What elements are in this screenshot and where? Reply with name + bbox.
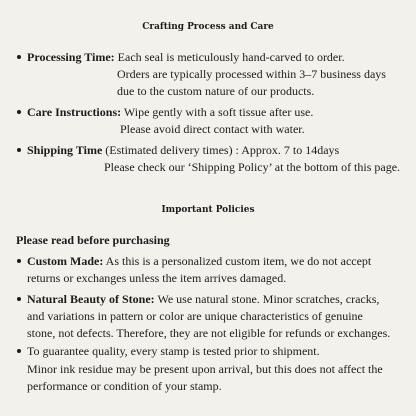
stone-line-1	[27, 292, 379, 307]
quality-line-1: To guarantee quality, every stamp is tested prior to shipment.	[27, 344, 320, 358]
bullet-custom	[17, 259, 21, 263]
care-line-1	[27, 105, 313, 120]
processing-line-3: due to the custom nature of our products.	[117, 84, 315, 98]
shipping-text-1: (Estimated delivery times) : Approx. 7 to 14days	[102, 143, 340, 157]
custom-label: Custom Made:	[27, 254, 104, 268]
care-label: Care Instructions:	[27, 105, 122, 119]
bullet-stone	[17, 297, 21, 301]
stone-text-1: We use natural stone. Minor scratches, cracks,	[154, 292, 380, 306]
quality-line-3: performance or condition of your stamp.	[27, 379, 222, 393]
bullet-shipping	[17, 148, 21, 152]
bullet-care	[17, 110, 21, 114]
shipping-label: Shipping Time	[27, 143, 103, 157]
care-line-2: Please avoid direct contact with water.	[120, 122, 305, 136]
processing-label: Processing Time:	[27, 50, 115, 64]
custom-text-1: As this is a personalized custom item, we do not accept	[103, 254, 372, 268]
custom-line-1	[27, 254, 371, 269]
stone-line-2: and variations in pattern or color are unique characteristics of genuine	[27, 309, 363, 323]
shipping-line-1	[27, 143, 339, 158]
policies-section-title: Important Policies	[161, 205, 255, 215]
quality-line-2: Minor ink residue may be present upon arrival, but this does not affect the	[27, 362, 383, 376]
care-text-1: Wipe gently with a soft tissue after use.	[121, 105, 314, 119]
stone-line-3: stone, not defects. Therefore, they are not eligible for refunds or exchanges.	[27, 326, 391, 340]
bullet-processing	[17, 55, 21, 59]
processing-line-1	[27, 50, 345, 65]
policies-intro: Please read before purchasing	[16, 233, 170, 247]
processing-line-2: Orders are typically processed within 3–7 business days	[117, 67, 386, 81]
bullet-quality	[17, 349, 21, 353]
processing-text-1: Each seal is meticulously hand-carved to order.	[114, 50, 345, 64]
crafting-section-title: Crafting Process and Care	[142, 22, 274, 32]
custom-line-2: returns or exchanges unless the item arrives damaged.	[27, 271, 287, 285]
shipping-line-2: Please check our ‘Shipping Policy’ at the bottom of this page.	[104, 160, 401, 174]
stone-label: Natural Beauty of Stone:	[27, 292, 155, 306]
